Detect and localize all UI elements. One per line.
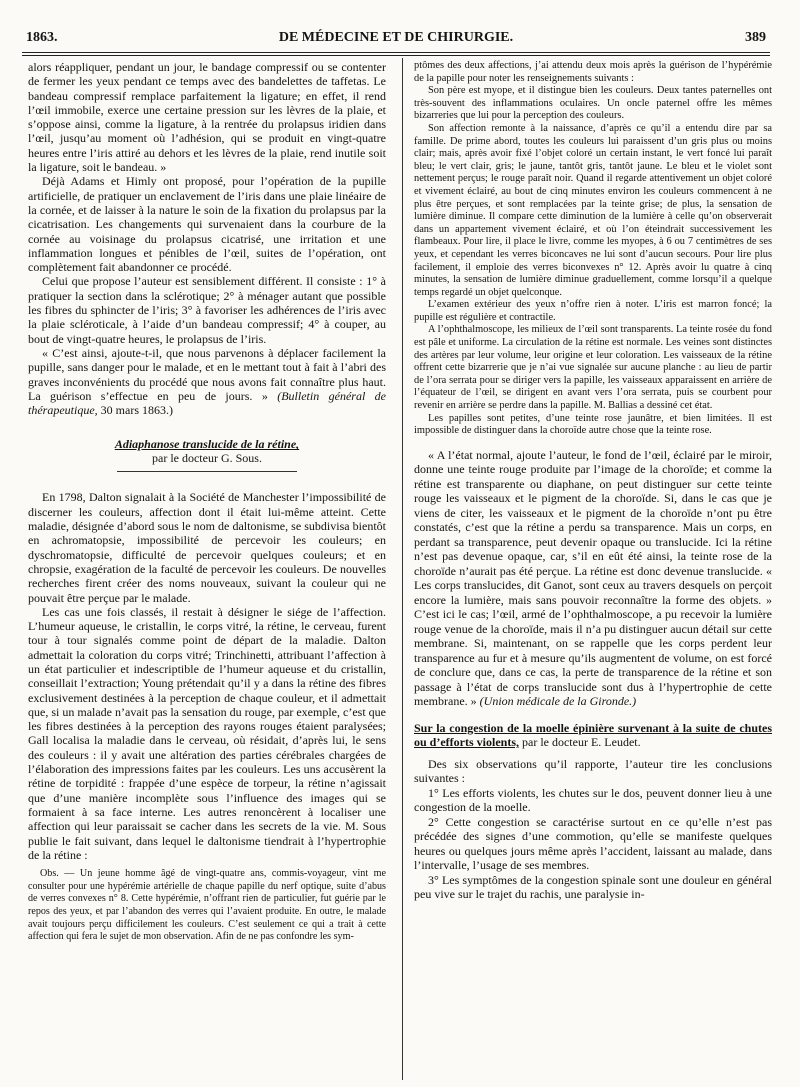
paragraph: 2° Cette congestion se caractérise surtout en ce qu’elle n’est pas précédée des signes d’une commotion, qu’elle se manifeste quelques heures ou quelques jours même après l’accident, laissant au malade, dans l’intervalle, l’usage de ses membres. xyxy=(414,814,772,873)
paragraph: L’examen extérieur des yeux n’offre rien à noter. L’iris est marron foncé; la pupille est régulière et contractile. xyxy=(414,299,772,323)
article2-byline: par le docteur E. Leudet. xyxy=(522,734,641,749)
column-divider xyxy=(402,58,403,1080)
left-column xyxy=(28,60,386,944)
header-rule xyxy=(22,52,770,53)
paragraph: 1° Les efforts violents, les chutes sur le dos, peuvent donner lieu à une congestion de la moelle. xyxy=(414,785,772,815)
paragraph: Les papilles sont petites, d’une teinte rose jaunâtre, et bien limitées. Il est impossible de distinguer dans la choroïde autre chose que la teinte rose. xyxy=(414,412,772,437)
page-header xyxy=(22,30,770,50)
paragraph: Celui que propose l’auteur est sensiblement différent. Il consiste : 1° à pratiquer la section dans la sclérotique; 2° à ménager autant que possible les fibres du sphincter de l’iris; 3° à favoriser les adhérences de l’iris avec la plaie scléroticale, à l’aide d’un bandeau compressif; 4° à couper, au bout de vingt-quatre heures, le prolapsus de l’iris. xyxy=(28,274,386,346)
article-title: Adiaphanose translucide de la rétine, xyxy=(114,437,300,452)
citation-date: 30 mars 1863.) xyxy=(100,403,173,418)
paragraph: Son affection remonte à la naissance, d’après ce qu’il a entendu dire par sa famille. De prime abord, toutes les couleurs lui paraissent d’un gris plus ou moins clair; mais, après avoir fixé l’objet coloré un certain instant, le vert foncé lui paraît bleu; le vert clair, gris; le jaune, tantôt gris, tantôt jaune. Le bleu et le violet sont nettement perçus; le rouge paraît noir. Quand il regarde attentivement un objet coloré et vivement éclairé, au bout de cinq minutes environ les couleurs commencent à ne plus être perçues, et sont remplacées par la teinte grise; de plus, la sensation de lumière diminue. Il compare cette diminution de la lumière à celle qu’on observerait dans un appartement vivement éclairé, et où l’on éteindrait successivement les flambeaux. Pour lire, il place le livre, comme les myopes, à 6 ou 7 centimètres de ses yeux, et cependant les verres biconcaves ne lui sont d’aucun secours. Pour lire plus facilement, il emploie des verres biconvexes n° 12. Après avoir lu quatre à cinq minutes, la sensation de lumière diminue graduellement, comme lorsqu’il a quelque temps regardé un objet quelconque. xyxy=(414,122,772,298)
paragraph: alors réappliquer, pendant un jour, le bandage compressif ou se contenter de fermer les yeux pendant ce temps avec des bandelettes de taffetas. Le bandeau compressif remplace parfaitement la ligature; en effet, il rend l’œil immobile, exerce une certaine pression sur les lèvres de la plaie, et s’oppose ainsi, comme la ligature, à la rentrée du prolapsus iridien dans l’œil, jusqu’au moment où l’adhésion, qui se produit en vingt-quatre heures entre l’iris attiré au dehors et les lèvres de la plaie, rend inutile soit la ligature, soit le bandeau. » xyxy=(28,60,386,175)
conclusions-block xyxy=(414,757,772,902)
paragraph xyxy=(28,346,386,417)
citation: (Bulletin général de thérapeutique, xyxy=(28,388,386,418)
article2-title: Sur la congestion de la moelle épinière survenant à la suite de chutes ou d’efforts violents, xyxy=(414,720,772,749)
commentary-text: « A l’état normal, ajoute l’auteur, le fond de l’œil, éclairé par le miroir, donne une teinte rouge produite par l’image de la choroïde; et comme la rétine est transparente ou diaphane, on peut distinguer sur cette teinte rouge les vaisseaux et le pigment de la choroïde. Si, dans le cas que je viens de citer, les vaisseaux et le pigment de la choroïde n’ont pu être constatés, c’est que la rétine a perdu sa transparence. Mais un corps, en perdant sa transparence, peut devenir opaque ou translucide. Ici la rétine n’est pas devenue opaque, car, s’il en eût été ainsi, la teinte rose de la choroïde n’aurait pas été perçue. La rétine est donc devenue translucide. « Les corps translucides, dit Ganot, sont ceux au travers desquels on perçoit encore la lumière, mais sans pouvoir reconnaître la forme des objets. » C’est ici le cas; l’œil, armé de l’ophthalmoscope, a pu recevoir la lumière rouge venue de la choroïde, mais il n’a pu distinguer aucun détail sur cette membrane. Si, maintenant, on se rappelle que les corps perdent leur transparence au fur et à mesure qu’ils augmentent de volume, on est forcé de conclure que, dans ce cas, la perte de transparence de la rétine et son passage à l’état de corps translucide sont dus à l’hypertrophie de cette membrane. » xyxy=(414,447,772,709)
page-number: 389 xyxy=(745,30,766,45)
paragraph xyxy=(414,448,772,709)
header-rule-thin xyxy=(22,55,770,56)
paragraph: Les cas une fois classés, il restait à désigner le siége de l’affection. L’humeur aqueuse, le cristallin, le corps vitré, la rétine, le cerveau, furent tour à tour signalés comme point de départ de la maladie. Dalton admettait la coloration du corps vitré; Trinchinetti, attribuant l’affection à un état particulier et indescriptible de l’humeur aqueuse et du cristallin, conseillait l’extraction; Young prétendait qu’il y a dans la rétine des fibres exclusivement destinées à la perception de chaque couleur, et il admettait que, si un malade n’avait pas la sensation du rouge, par exemple, c’est que les fibres destinées à la perception des rayons rouges étaient paralysées; Gall localisa la maladie dans le cerveau, où résidait, d’après lui, le sens des couleurs : il y avait une altération des parties cérébrales chargées de l’élaboration des impressions faites par les couleurs. Les uns accusèrent la rétine de torpidité : frappée d’une espèce de torpeur, la rétine n’agissait que d’une manière incomplète sous l’influence des images qui se formaient à sa face interne. Les autres renoncèrent à localiser une affection qui leur paraissait se cacher dans les secrets de la vie. M. Sous publie le fait suivant, dans lequel le daltonisme tiendrait à l’hypertrophie de la rétine : xyxy=(28,604,386,862)
paragraph: A l’ophthalmoscope, les milieux de l’œil sont transparents. La teinte rosée du fond est pâle et uniforme. La circulation de la rétine est normale. Les veines sont distinctes des artères par leur volume, leur origine et leur coloration. Les vaisseaux de la rétine offrent cette bizarrerie que je n’ai vue signalée sur aucune planche : au lieu de partir de l’ora serrata pour se diriger vers la papille, les vaisseaux apparaissent en arrière de l’équateur de l’œil, se dirigent en avant vers l’ora serrata, puis se courbent pour revenir en arrière se perdre dans la papille. M. Ballias a dessiné cet état. xyxy=(414,324,772,412)
article-byline: par le docteur G. Sous. xyxy=(152,451,262,466)
title-rule xyxy=(117,471,297,472)
article-heading xyxy=(28,437,386,465)
paragraph: 3° Les symptômes de la congestion spinale sont une douleur en général peu vive sur le trajet du rachis, une paralysie in- xyxy=(414,872,772,902)
paragraph: Son père est myope, et il distingue bien les couleurs. Deux tantes paternelles ont très-souvent des inflammations oculaires. Un oncle paternel offre les mêmes bizarreries que lui pour la perception des couleurs. xyxy=(414,85,772,122)
observation-text: Obs. — Un jeune homme âgé de vingt-quatre ans, commis-voyageur, vint me consulter pour une hypérémie artérielle de chaque papille du nerf optique, suite d’abus de verres convexes n° 8. Cette hypérémie, n’offrant rien de particulier, fut guérie par le repos des yeux, et par l’abandon des verres qui l’avaient produite. En outre, le malade avait toujours perçu difficilement les couleurs. C’est seulement ce qui a trait à cette affection qui fera le sujet de mon observation. Afin de ne pas confondre les sym- xyxy=(28,868,386,943)
right-column xyxy=(414,60,772,902)
paragraph: En 1798, Dalton signalait à la Société de Manchester l’impossibilité de discerner les couleurs, affection dont il était lui-même atteint. Cette maladie, désignée d’abord sous le nom de daltonisme, se subdivisa bientôt en achromatopsie, impossibilité de percevoir les couleurs; en dyschromatopsie, difficulté de percevoir quelques couleurs; et en chropsie, exagération de la faculté de percevoir les couleurs. De nouvelles recherches firent créer des noms nouveaux, suivant la couleur qui ne pouvait être perçue par le malade. xyxy=(28,490,386,605)
paragraph: ptômes des deux affections, j’ai attendu deux mois après la guérison de l’hypérémie de la papille pour noter les renseignements suivants : xyxy=(414,60,772,84)
running-title: DE MÉDECINE ET DE CHIRURGIE. xyxy=(278,30,514,45)
citation: (Union médicale de la Gironde.) xyxy=(479,694,637,709)
commentary-block xyxy=(414,448,772,709)
article2-heading xyxy=(414,721,772,749)
header-year: 1863. xyxy=(26,30,58,45)
quote-text: « C’est ainsi, ajoute-t-il, que nous parvenons à déplacer facilement la pupille, sans danger pour le malade, et en le mettant tout à fait à l’abri des graves inconvénients du procédé que nous avons fait connaître plus haut. La guérison s’effectue en peu de jours. » xyxy=(28,345,386,403)
paragraph: Des six observations qu’il rapporte, l’auteur tire les conclusions suivantes : xyxy=(414,756,772,786)
paragraph: Déjà Adams et Himly ont proposé, pour l’opération de la pupille artificielle, de pratiquer un enclavement de l’iris dans une plaie linéaire de la cornée, et de laisser à la nature le soin de la fixation du prolapsus par la cicatrisation. Les changements qui survenaient dans la courbure de la cornée au voisinage du prolapsus cicatrisé, une irritation et une inflammation longues et pénibles de l’œil, suites de l’opération, ont complètement fait abandonner ce procédé. xyxy=(28,174,386,275)
observation-block xyxy=(28,868,386,944)
